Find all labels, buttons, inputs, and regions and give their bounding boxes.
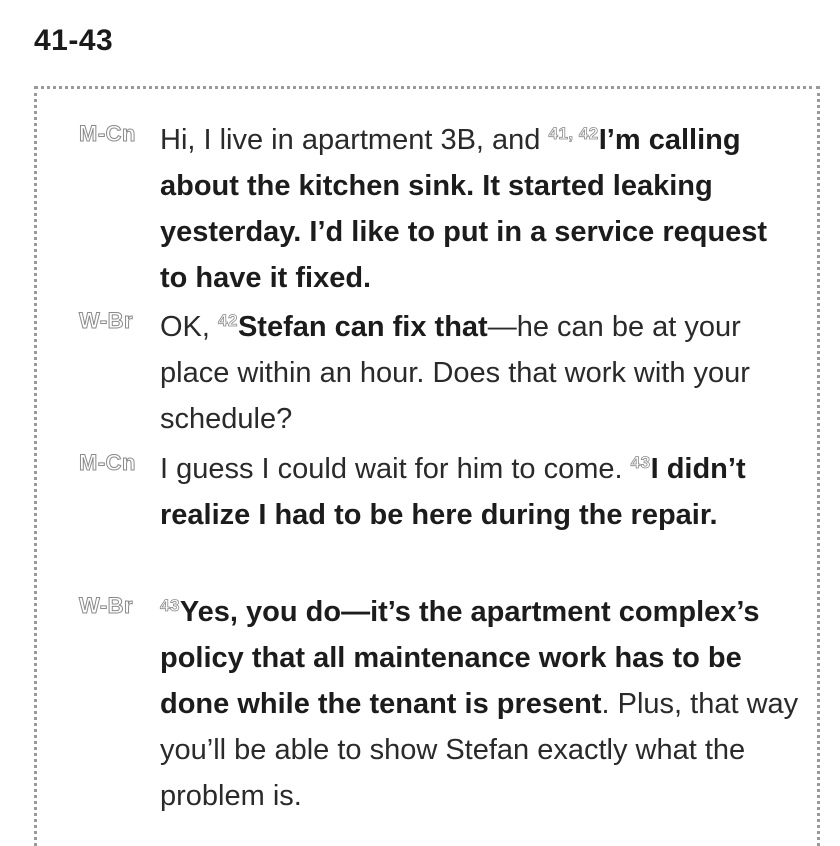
speaker-label: M-Cn (79, 121, 136, 146)
speaker-label: M-Cn (79, 450, 136, 475)
turn-text-bold: I’m calling about the kitchen sink. It started leaking yesterday. I’d like to put in a service request to have it fixed. (160, 124, 768, 294)
turn-text-plain: Hi, I live in apartment 3B, and (160, 124, 549, 156)
question-reference: 43 (160, 596, 180, 615)
question-reference: 41, 42 (548, 124, 599, 143)
turn-text-plain: OK, (160, 311, 219, 343)
turn-text-plain: I guess I could wait for him to come. (160, 453, 631, 485)
turn-text-bold: I didn’t realize I had to be here during the repair. (160, 453, 746, 531)
turn-text-plain-after: —he can be at your place within an hour. Does that work with your schedule? (160, 311, 750, 435)
section-title: 41-43 (34, 24, 114, 57)
turn-text-plain-after: . Plus, that way you’ll be able to show Stefan exactly what the problem is. (160, 688, 799, 812)
turn-text (160, 440, 800, 538)
speaker-label: W-Br (79, 308, 134, 333)
turn-text (160, 111, 800, 301)
turn-text-bold: Stefan can fix that (237, 311, 488, 343)
turn-text-bold: Yes, you do—it’s the apartment complex’s policy that all maintenance work has to be done while the tenant is present (160, 596, 760, 720)
question-reference: 43 (630, 453, 651, 472)
turn-text (160, 298, 800, 442)
speaker-label: W-Br (79, 593, 134, 618)
question-reference: 42 (218, 311, 238, 330)
transcript-box (34, 86, 820, 846)
turn-text (160, 583, 800, 819)
